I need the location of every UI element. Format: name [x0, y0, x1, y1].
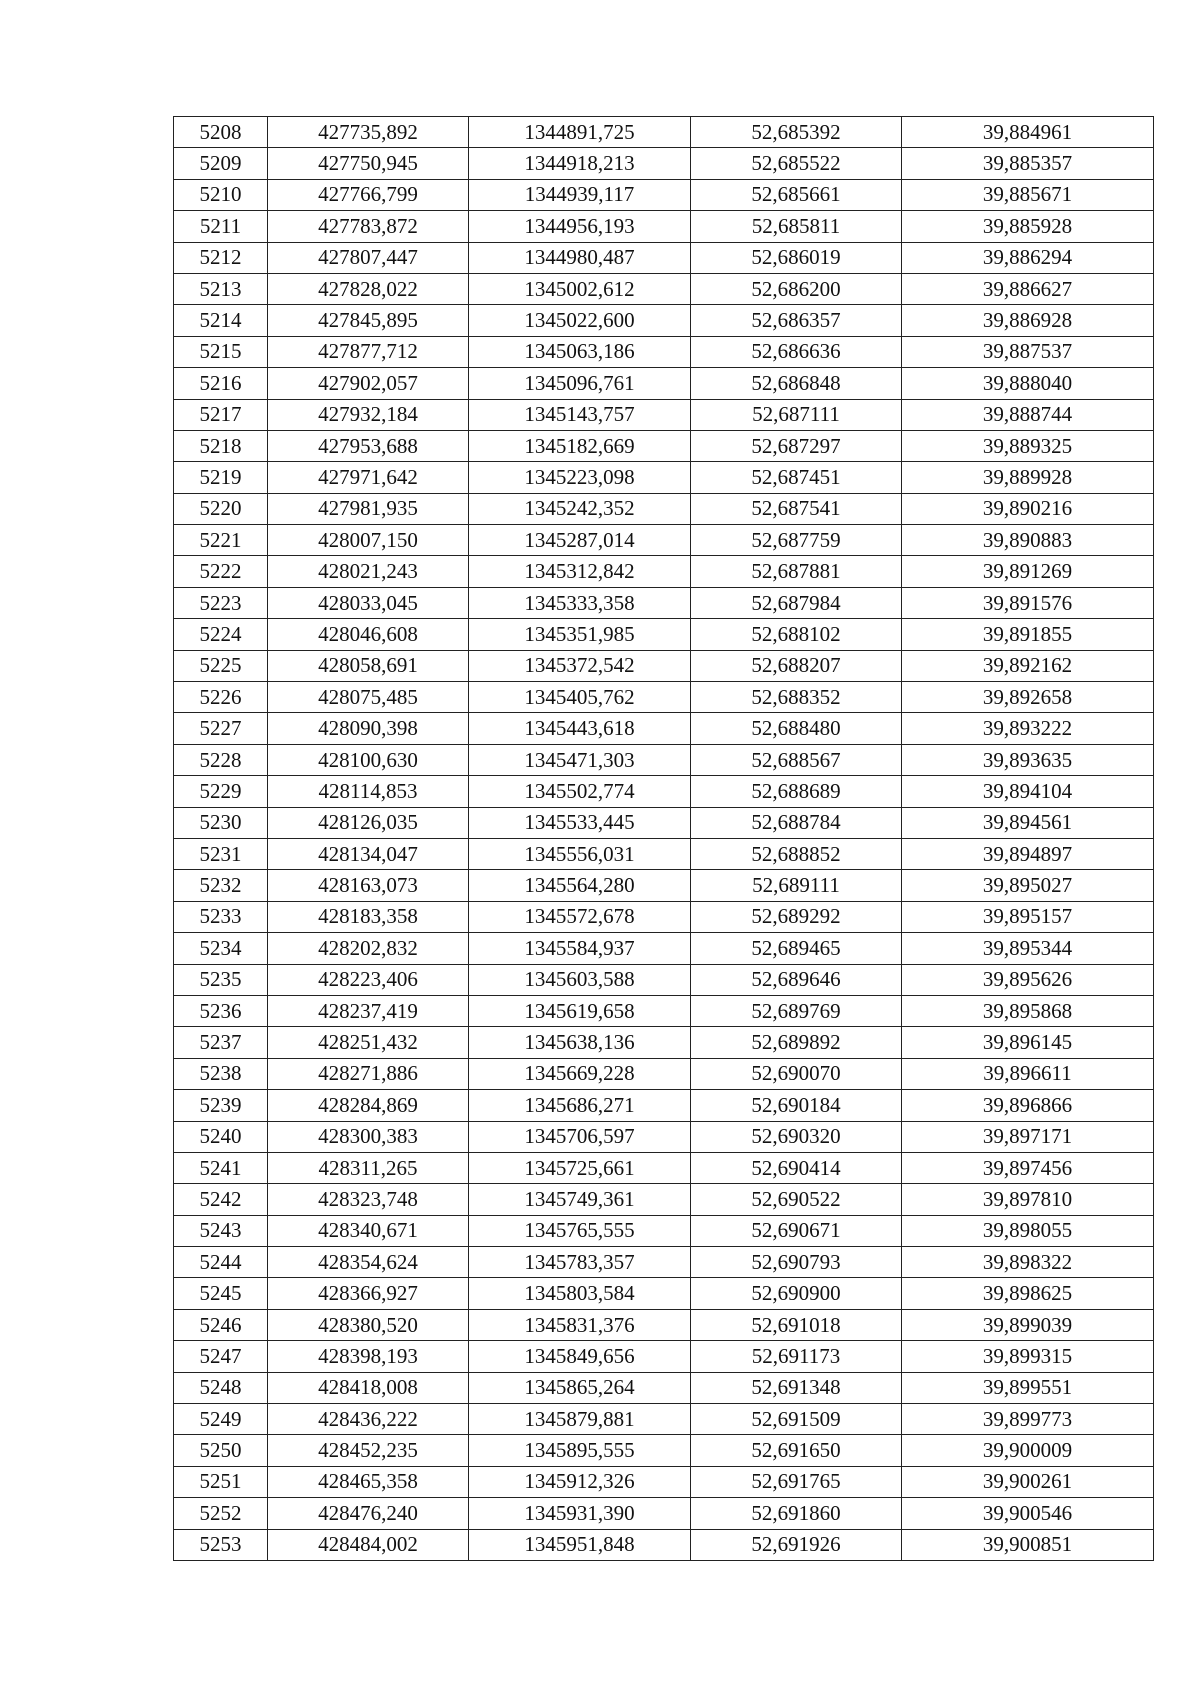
x-coordinate-cell: 428340,671: [268, 1215, 469, 1246]
x-coordinate-cell: 428163,073: [268, 870, 469, 901]
point-number-cell: 5253: [174, 1529, 268, 1560]
longitude-cell: 39,898055: [902, 1215, 1154, 1246]
x-coordinate-cell: 428114,853: [268, 776, 469, 807]
latitude-cell: 52,691509: [691, 1404, 902, 1435]
latitude-cell: 52,688102: [691, 619, 902, 650]
point-number-cell: 5217: [174, 399, 268, 430]
longitude-cell: 39,895626: [902, 964, 1154, 995]
longitude-cell: 39,897810: [902, 1184, 1154, 1215]
table-row: [174, 713, 1154, 744]
y-coordinate-cell: 1345603,588: [469, 964, 691, 995]
x-coordinate-cell: 428398,193: [268, 1341, 469, 1372]
x-coordinate-cell: 428436,222: [268, 1404, 469, 1435]
y-coordinate-cell: 1345686,271: [469, 1090, 691, 1121]
latitude-cell: 52,687984: [691, 587, 902, 618]
table-row: [174, 462, 1154, 493]
longitude-cell: 39,895344: [902, 933, 1154, 964]
table-row: [174, 148, 1154, 179]
y-coordinate-cell: 1345584,937: [469, 933, 691, 964]
x-coordinate-cell: 428237,419: [268, 995, 469, 1026]
table-row: [174, 682, 1154, 713]
longitude-cell: 39,885928: [902, 211, 1154, 242]
y-coordinate-cell: 1344891,725: [469, 117, 691, 148]
latitude-cell: 52,687297: [691, 430, 902, 461]
longitude-cell: 39,886294: [902, 242, 1154, 273]
x-coordinate-cell: 428418,008: [268, 1372, 469, 1403]
table-row: [174, 1278, 1154, 1309]
y-coordinate-cell: 1345706,597: [469, 1121, 691, 1152]
point-number-cell: 5227: [174, 713, 268, 744]
y-coordinate-cell: 1345765,555: [469, 1215, 691, 1246]
coordinates-table-body: [174, 117, 1154, 1561]
table-row: [174, 933, 1154, 964]
y-coordinate-cell: 1344956,193: [469, 211, 691, 242]
longitude-cell: 39,896611: [902, 1058, 1154, 1089]
y-coordinate-cell: 1345556,031: [469, 838, 691, 869]
x-coordinate-cell: 427807,447: [268, 242, 469, 273]
latitude-cell: 52,686357: [691, 305, 902, 336]
latitude-cell: 52,685811: [691, 211, 902, 242]
longitude-cell: 39,897456: [902, 1152, 1154, 1183]
point-number-cell: 5232: [174, 870, 268, 901]
x-coordinate-cell: 428075,485: [268, 682, 469, 713]
x-coordinate-cell: 428465,358: [268, 1466, 469, 1497]
point-number-cell: 5210: [174, 179, 268, 210]
latitude-cell: 52,686019: [691, 242, 902, 273]
x-coordinate-cell: 428311,265: [268, 1152, 469, 1183]
latitude-cell: 52,685522: [691, 148, 902, 179]
latitude-cell: 52,689892: [691, 1027, 902, 1058]
y-coordinate-cell: 1345242,352: [469, 493, 691, 524]
point-number-cell: 5213: [174, 273, 268, 304]
y-coordinate-cell: 1345669,228: [469, 1058, 691, 1089]
point-number-cell: 5252: [174, 1498, 268, 1529]
y-coordinate-cell: 1345749,361: [469, 1184, 691, 1215]
table-row: [174, 1090, 1154, 1121]
longitude-cell: 39,899039: [902, 1309, 1154, 1340]
longitude-cell: 39,892658: [902, 682, 1154, 713]
latitude-cell: 52,690671: [691, 1215, 902, 1246]
latitude-cell: 52,691173: [691, 1341, 902, 1372]
x-coordinate-cell: 428183,358: [268, 901, 469, 932]
y-coordinate-cell: 1345502,774: [469, 776, 691, 807]
y-coordinate-cell: 1345223,098: [469, 462, 691, 493]
latitude-cell: 52,690184: [691, 1090, 902, 1121]
y-coordinate-cell: 1345725,661: [469, 1152, 691, 1183]
longitude-cell: 39,885671: [902, 179, 1154, 210]
longitude-cell: 39,900851: [902, 1529, 1154, 1560]
point-number-cell: 5246: [174, 1309, 268, 1340]
longitude-cell: 39,898625: [902, 1278, 1154, 1309]
point-number-cell: 5224: [174, 619, 268, 650]
y-coordinate-cell: 1345312,842: [469, 556, 691, 587]
latitude-cell: 52,687541: [691, 493, 902, 524]
longitude-cell: 39,889928: [902, 462, 1154, 493]
latitude-cell: 52,689292: [691, 901, 902, 932]
point-number-cell: 5223: [174, 587, 268, 618]
latitude-cell: 52,688207: [691, 650, 902, 681]
point-number-cell: 5222: [174, 556, 268, 587]
table-row: [174, 117, 1154, 148]
x-coordinate-cell: 428484,002: [268, 1529, 469, 1560]
longitude-cell: 39,895027: [902, 870, 1154, 901]
point-number-cell: 5238: [174, 1058, 268, 1089]
point-number-cell: 5233: [174, 901, 268, 932]
point-number-cell: 5214: [174, 305, 268, 336]
table-row: [174, 619, 1154, 650]
point-number-cell: 5216: [174, 368, 268, 399]
x-coordinate-cell: 427902,057: [268, 368, 469, 399]
x-coordinate-cell: 428021,243: [268, 556, 469, 587]
table-row: [174, 744, 1154, 775]
point-number-cell: 5219: [174, 462, 268, 493]
y-coordinate-cell: 1345572,678: [469, 901, 691, 932]
point-number-cell: 5230: [174, 807, 268, 838]
x-coordinate-cell: 428284,869: [268, 1090, 469, 1121]
point-number-cell: 5212: [174, 242, 268, 273]
point-number-cell: 5208: [174, 117, 268, 148]
x-coordinate-cell: 428323,748: [268, 1184, 469, 1215]
x-coordinate-cell: 428046,608: [268, 619, 469, 650]
latitude-cell: 52,688567: [691, 744, 902, 775]
latitude-cell: 52,689646: [691, 964, 902, 995]
y-coordinate-cell: 1344980,487: [469, 242, 691, 273]
y-coordinate-cell: 1345849,656: [469, 1341, 691, 1372]
x-coordinate-cell: 427877,712: [268, 336, 469, 367]
y-coordinate-cell: 1345351,985: [469, 619, 691, 650]
y-coordinate-cell: 1345865,264: [469, 1372, 691, 1403]
x-coordinate-cell: 427981,935: [268, 493, 469, 524]
latitude-cell: 52,687881: [691, 556, 902, 587]
table-row: [174, 1215, 1154, 1246]
table-row: [174, 493, 1154, 524]
longitude-cell: 39,888040: [902, 368, 1154, 399]
longitude-cell: 39,890216: [902, 493, 1154, 524]
longitude-cell: 39,895868: [902, 995, 1154, 1026]
latitude-cell: 52,686636: [691, 336, 902, 367]
longitude-cell: 39,893222: [902, 713, 1154, 744]
x-coordinate-cell: 428033,045: [268, 587, 469, 618]
x-coordinate-cell: 428223,406: [268, 964, 469, 995]
x-coordinate-cell: 428100,630: [268, 744, 469, 775]
y-coordinate-cell: 1345879,881: [469, 1404, 691, 1435]
longitude-cell: 39,894897: [902, 838, 1154, 869]
y-coordinate-cell: 1345002,612: [469, 273, 691, 304]
latitude-cell: 52,689111: [691, 870, 902, 901]
point-number-cell: 5234: [174, 933, 268, 964]
y-coordinate-cell: 1345564,280: [469, 870, 691, 901]
longitude-cell: 39,884961: [902, 117, 1154, 148]
x-coordinate-cell: 428354,624: [268, 1247, 469, 1278]
x-coordinate-cell: 427735,892: [268, 117, 469, 148]
longitude-cell: 39,897171: [902, 1121, 1154, 1152]
table-row: [174, 650, 1154, 681]
table-row: [174, 776, 1154, 807]
table-row: [174, 838, 1154, 869]
point-number-cell: 5229: [174, 776, 268, 807]
latitude-cell: 52,691860: [691, 1498, 902, 1529]
table-row: [174, 305, 1154, 336]
longitude-cell: 39,891576: [902, 587, 1154, 618]
latitude-cell: 52,686200: [691, 273, 902, 304]
latitude-cell: 52,691348: [691, 1372, 902, 1403]
latitude-cell: 52,688352: [691, 682, 902, 713]
point-number-cell: 5242: [174, 1184, 268, 1215]
x-coordinate-cell: 428271,886: [268, 1058, 469, 1089]
y-coordinate-cell: 1345931,390: [469, 1498, 691, 1529]
y-coordinate-cell: 1345182,669: [469, 430, 691, 461]
table-row: [174, 1404, 1154, 1435]
x-coordinate-cell: 428058,691: [268, 650, 469, 681]
table-row: [174, 525, 1154, 556]
longitude-cell: 39,892162: [902, 650, 1154, 681]
x-coordinate-cell: 428126,035: [268, 807, 469, 838]
latitude-cell: 52,690793: [691, 1247, 902, 1278]
table-row: [174, 179, 1154, 210]
x-coordinate-cell: 428251,432: [268, 1027, 469, 1058]
point-number-cell: 5237: [174, 1027, 268, 1058]
y-coordinate-cell: 1345619,658: [469, 995, 691, 1026]
latitude-cell: 52,687111: [691, 399, 902, 430]
latitude-cell: 52,687759: [691, 525, 902, 556]
y-coordinate-cell: 1345372,542: [469, 650, 691, 681]
latitude-cell: 52,691765: [691, 1466, 902, 1497]
latitude-cell: 52,685661: [691, 179, 902, 210]
y-coordinate-cell: 1345895,555: [469, 1435, 691, 1466]
y-coordinate-cell: 1345333,358: [469, 587, 691, 618]
y-coordinate-cell: 1345803,584: [469, 1278, 691, 1309]
latitude-cell: 52,690522: [691, 1184, 902, 1215]
table-row: [174, 1309, 1154, 1340]
table-row: [174, 1152, 1154, 1183]
point-number-cell: 5226: [174, 682, 268, 713]
latitude-cell: 52,691018: [691, 1309, 902, 1340]
longitude-cell: 39,900546: [902, 1498, 1154, 1529]
y-coordinate-cell: 1345287,014: [469, 525, 691, 556]
latitude-cell: 52,691650: [691, 1435, 902, 1466]
point-number-cell: 5231: [174, 838, 268, 869]
table-row: [174, 1435, 1154, 1466]
longitude-cell: 39,888744: [902, 399, 1154, 430]
latitude-cell: 52,691926: [691, 1529, 902, 1560]
table-row: [174, 368, 1154, 399]
x-coordinate-cell: 427766,799: [268, 179, 469, 210]
longitude-cell: 39,885357: [902, 148, 1154, 179]
x-coordinate-cell: 427828,022: [268, 273, 469, 304]
y-coordinate-cell: 1345022,600: [469, 305, 691, 336]
longitude-cell: 39,894104: [902, 776, 1154, 807]
y-coordinate-cell: 1345783,357: [469, 1247, 691, 1278]
point-number-cell: 5221: [174, 525, 268, 556]
longitude-cell: 39,891855: [902, 619, 1154, 650]
longitude-cell: 39,894561: [902, 807, 1154, 838]
y-coordinate-cell: 1345405,762: [469, 682, 691, 713]
table-row: [174, 870, 1154, 901]
table-row: [174, 901, 1154, 932]
table-row: [174, 1498, 1154, 1529]
point-number-cell: 5247: [174, 1341, 268, 1372]
latitude-cell: 52,690320: [691, 1121, 902, 1152]
table-row: [174, 1121, 1154, 1152]
latitude-cell: 52,688784: [691, 807, 902, 838]
table-row: [174, 1184, 1154, 1215]
point-number-cell: 5228: [174, 744, 268, 775]
point-number-cell: 5241: [174, 1152, 268, 1183]
longitude-cell: 39,887537: [902, 336, 1154, 367]
point-number-cell: 5218: [174, 430, 268, 461]
x-coordinate-cell: 428380,520: [268, 1309, 469, 1340]
table-row: [174, 556, 1154, 587]
coordinates-table: [173, 116, 1154, 1561]
y-coordinate-cell: 1345638,136: [469, 1027, 691, 1058]
longitude-cell: 39,900009: [902, 1435, 1154, 1466]
x-coordinate-cell: 428134,047: [268, 838, 469, 869]
longitude-cell: 39,890883: [902, 525, 1154, 556]
x-coordinate-cell: 427971,642: [268, 462, 469, 493]
point-number-cell: 5215: [174, 336, 268, 367]
y-coordinate-cell: 1345143,757: [469, 399, 691, 430]
latitude-cell: 52,690900: [691, 1278, 902, 1309]
x-coordinate-cell: 428476,240: [268, 1498, 469, 1529]
point-number-cell: 5251: [174, 1466, 268, 1497]
x-coordinate-cell: 428090,398: [268, 713, 469, 744]
y-coordinate-cell: 1344918,213: [469, 148, 691, 179]
point-number-cell: 5244: [174, 1247, 268, 1278]
table-row: [174, 336, 1154, 367]
table-row: [174, 1466, 1154, 1497]
x-coordinate-cell: 427932,184: [268, 399, 469, 430]
table-row: [174, 995, 1154, 1026]
longitude-cell: 39,895157: [902, 901, 1154, 932]
latitude-cell: 52,685392: [691, 117, 902, 148]
point-number-cell: 5240: [174, 1121, 268, 1152]
x-coordinate-cell: 428007,150: [268, 525, 469, 556]
point-number-cell: 5220: [174, 493, 268, 524]
y-coordinate-cell: 1345443,618: [469, 713, 691, 744]
latitude-cell: 52,690070: [691, 1058, 902, 1089]
latitude-cell: 52,688689: [691, 776, 902, 807]
y-coordinate-cell: 1345471,303: [469, 744, 691, 775]
point-number-cell: 5225: [174, 650, 268, 681]
point-number-cell: 5236: [174, 995, 268, 1026]
y-coordinate-cell: 1345533,445: [469, 807, 691, 838]
y-coordinate-cell: 1345096,761: [469, 368, 691, 399]
table-row: [174, 242, 1154, 273]
x-coordinate-cell: 427953,688: [268, 430, 469, 461]
latitude-cell: 52,688480: [691, 713, 902, 744]
x-coordinate-cell: 427783,872: [268, 211, 469, 242]
point-number-cell: 5243: [174, 1215, 268, 1246]
longitude-cell: 39,889325: [902, 430, 1154, 461]
x-coordinate-cell: 427750,945: [268, 148, 469, 179]
longitude-cell: 39,893635: [902, 744, 1154, 775]
table-row: [174, 1027, 1154, 1058]
y-coordinate-cell: 1345831,376: [469, 1309, 691, 1340]
table-row: [174, 964, 1154, 995]
y-coordinate-cell: 1345063,186: [469, 336, 691, 367]
latitude-cell: 52,687451: [691, 462, 902, 493]
longitude-cell: 39,891269: [902, 556, 1154, 587]
y-coordinate-cell: 1345912,326: [469, 1466, 691, 1497]
longitude-cell: 39,899773: [902, 1404, 1154, 1435]
latitude-cell: 52,690414: [691, 1152, 902, 1183]
table-row: [174, 1058, 1154, 1089]
point-number-cell: 5239: [174, 1090, 268, 1121]
table-row: [174, 211, 1154, 242]
x-coordinate-cell: 428366,927: [268, 1278, 469, 1309]
table-row: [174, 807, 1154, 838]
x-coordinate-cell: 428300,383: [268, 1121, 469, 1152]
longitude-cell: 39,899315: [902, 1341, 1154, 1372]
table-row: [174, 1341, 1154, 1372]
longitude-cell: 39,896866: [902, 1090, 1154, 1121]
table-row: [174, 587, 1154, 618]
longitude-cell: 39,886627: [902, 273, 1154, 304]
point-number-cell: 5249: [174, 1404, 268, 1435]
point-number-cell: 5245: [174, 1278, 268, 1309]
y-coordinate-cell: 1344939,117: [469, 179, 691, 210]
longitude-cell: 39,898322: [902, 1247, 1154, 1278]
latitude-cell: 52,686848: [691, 368, 902, 399]
longitude-cell: 39,896145: [902, 1027, 1154, 1058]
point-number-cell: 5250: [174, 1435, 268, 1466]
latitude-cell: 52,689465: [691, 933, 902, 964]
table-row: [174, 1372, 1154, 1403]
table-row: [174, 1529, 1154, 1560]
table-row: [174, 399, 1154, 430]
point-number-cell: 5235: [174, 964, 268, 995]
longitude-cell: 39,886928: [902, 305, 1154, 336]
latitude-cell: 52,688852: [691, 838, 902, 869]
y-coordinate-cell: 1345951,848: [469, 1529, 691, 1560]
point-number-cell: 5211: [174, 211, 268, 242]
longitude-cell: 39,899551: [902, 1372, 1154, 1403]
latitude-cell: 52,689769: [691, 995, 902, 1026]
x-coordinate-cell: 428452,235: [268, 1435, 469, 1466]
longitude-cell: 39,900261: [902, 1466, 1154, 1497]
x-coordinate-cell: 427845,895: [268, 305, 469, 336]
table-row: [174, 273, 1154, 304]
table-row: [174, 430, 1154, 461]
point-number-cell: 5248: [174, 1372, 268, 1403]
x-coordinate-cell: 428202,832: [268, 933, 469, 964]
point-number-cell: 5209: [174, 148, 268, 179]
table-row: [174, 1247, 1154, 1278]
